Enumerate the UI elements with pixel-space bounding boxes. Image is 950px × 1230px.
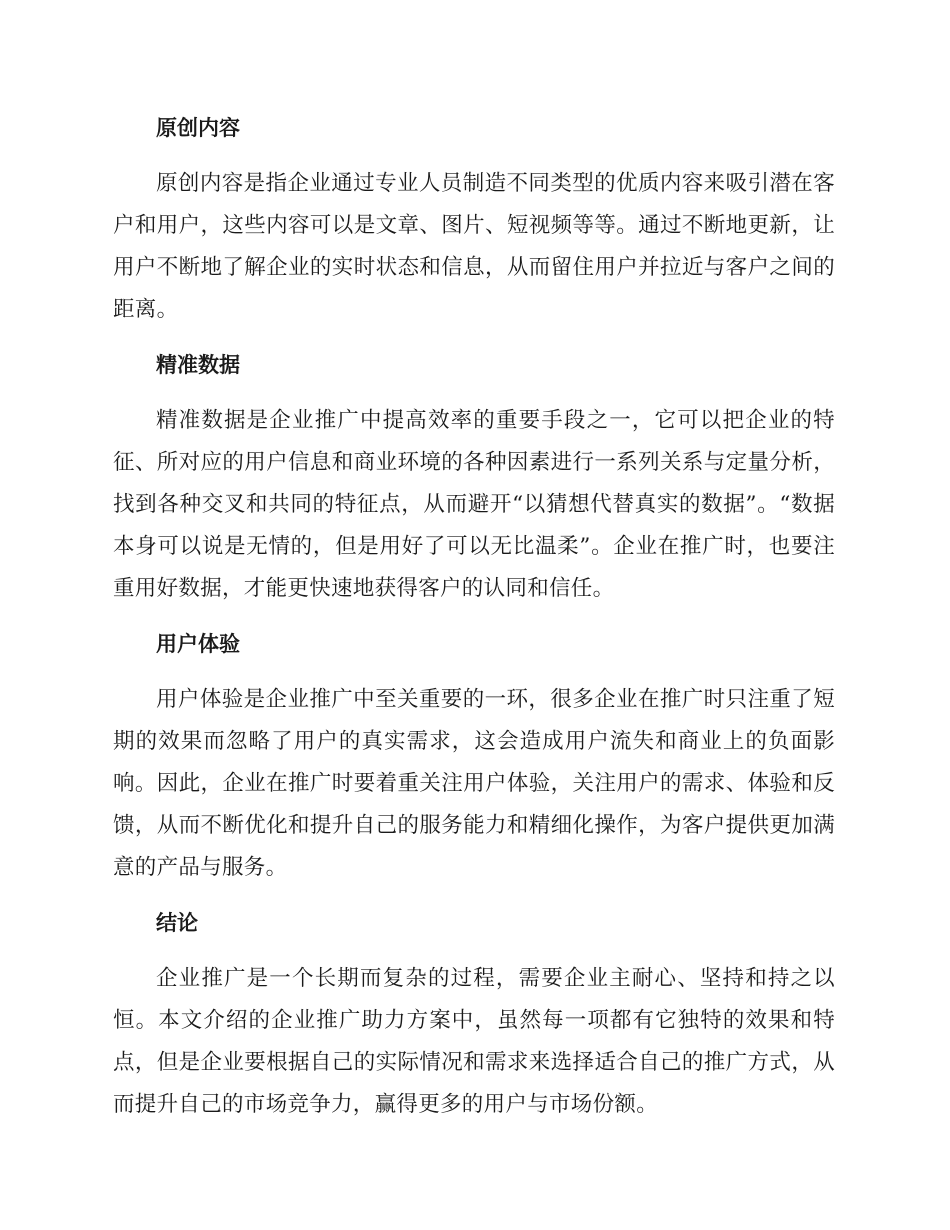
document-page (113, 108, 835, 1140)
section-paragraph: 企业推广是一个长期而复杂的过程，需要企业主耐心、坚持和持之以恒。本文介绍的企业推广助力方案中，虽然每一项都有它独特的效果和特点，但是企业要根据自己的实际情况和需求来选择适合自己的推广方式，从而提升自己的市场竞争力，赢得更多的用户与市场份额。 (113, 966, 835, 1117)
section-heading: 精准数据 (156, 353, 240, 377)
section-heading: 结论 (156, 911, 198, 935)
section-paragraph: 原创内容是指企业通过专业人员制造不同类型的优质内容来吸引潜在客户和用户，这些内容可以是文章、图片、短视频等等。通过不断地更新，让用户不断地了解企业的实时状态和信息，从而留住用户并拉近与客户之间的距离。 (113, 171, 835, 322)
section-heading: 用户体验 (156, 632, 240, 656)
section-paragraph: 精准数据是企业推广中提高效率的重要手段之一，它可以把企业的特征、所对应的用户信息和商业环境的各种因素进行一系列关系与定量分析，找到各种交叉和共同的特征点，从而避开“以猜想代替真实的数据”。“数据本身可以说是无情的，但是用好了可以无比温柔”。企业在推广时，也要注重用好数据，才能更快速地获得客户的认同和信任。 (113, 408, 835, 601)
section-precise-data (113, 345, 835, 610)
section-heading: 原创内容 (156, 116, 240, 140)
section-conclusion (113, 903, 835, 1126)
section-paragraph: 用户体验是企业推广中至关重要的一环，很多企业在推广时只注重了短期的效果而忽略了用户的真实需求，这会造成用户流失和商业上的负面影响。因此，企业在推广时要着重关注用户体验，关注用户的需求、体验和反馈，从而不断优化和提升自己的服务能力和精细化操作，为客户提供更加满意的产品与服务。 (113, 687, 835, 880)
section-original-content (113, 108, 835, 331)
section-user-experience (113, 624, 835, 889)
